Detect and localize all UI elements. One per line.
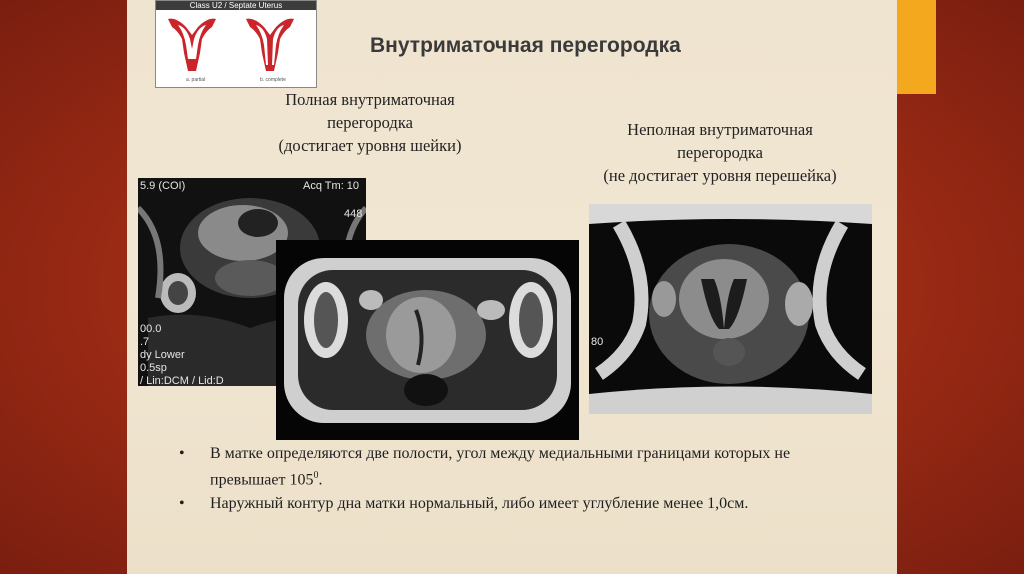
septate-uterus-drawing bbox=[156, 9, 316, 79]
bullet-tail: . bbox=[318, 471, 323, 489]
mri-overlay-text: Acq Tm: 10 bbox=[303, 180, 360, 192]
label-line: перегородка bbox=[677, 143, 763, 162]
label-line: (не достигает уровня перешейка) bbox=[603, 166, 837, 185]
mri-overlay-text: 448 bbox=[344, 208, 363, 220]
uterus-diagram bbox=[155, 0, 317, 88]
mri-axial-image-right bbox=[589, 204, 872, 414]
mri-overlay-text: 80 bbox=[591, 336, 604, 348]
label-line: Неполная внутриматочная bbox=[627, 120, 813, 139]
bullet-text: В матке определяются две полости, угол между медиальными границами которых не превышает 105 bbox=[210, 445, 791, 489]
mri-axial-image-left bbox=[276, 240, 579, 440]
bullet-marker: • bbox=[179, 495, 185, 513]
bullet-item bbox=[176, 493, 836, 515]
bullet-superscript: 0 bbox=[313, 470, 319, 481]
diagram-header: Class U2 / Septate Uterus bbox=[156, 1, 316, 10]
diagram-caption-b: b. complete bbox=[260, 77, 286, 83]
accent-bar bbox=[897, 0, 936, 94]
bullet-item bbox=[176, 443, 836, 491]
label-complete-septum bbox=[225, 88, 515, 157]
label-partial-septum bbox=[530, 118, 910, 187]
mri-overlay-text: 5.9 (COI) bbox=[140, 180, 186, 192]
bullet-list bbox=[176, 443, 836, 517]
label-line: (достигает уровня шейки) bbox=[278, 136, 462, 155]
slide-title: Внутриматочная перегородка bbox=[370, 34, 681, 57]
bullet-marker: • bbox=[179, 445, 185, 462]
bullet-text: Наружный контур дна матки нормальный, либо имеет углубление менее 1,0см. bbox=[210, 495, 749, 513]
diagram-caption-a: a. partial bbox=[186, 77, 206, 83]
label-line: Полная внутриматочная bbox=[285, 90, 455, 109]
label-line: перегородка bbox=[327, 113, 413, 132]
mri-overlay-text: 00.0 .7 dy Lower 0.5sp / Lin:DCM / Lid:D bbox=[140, 323, 224, 386]
